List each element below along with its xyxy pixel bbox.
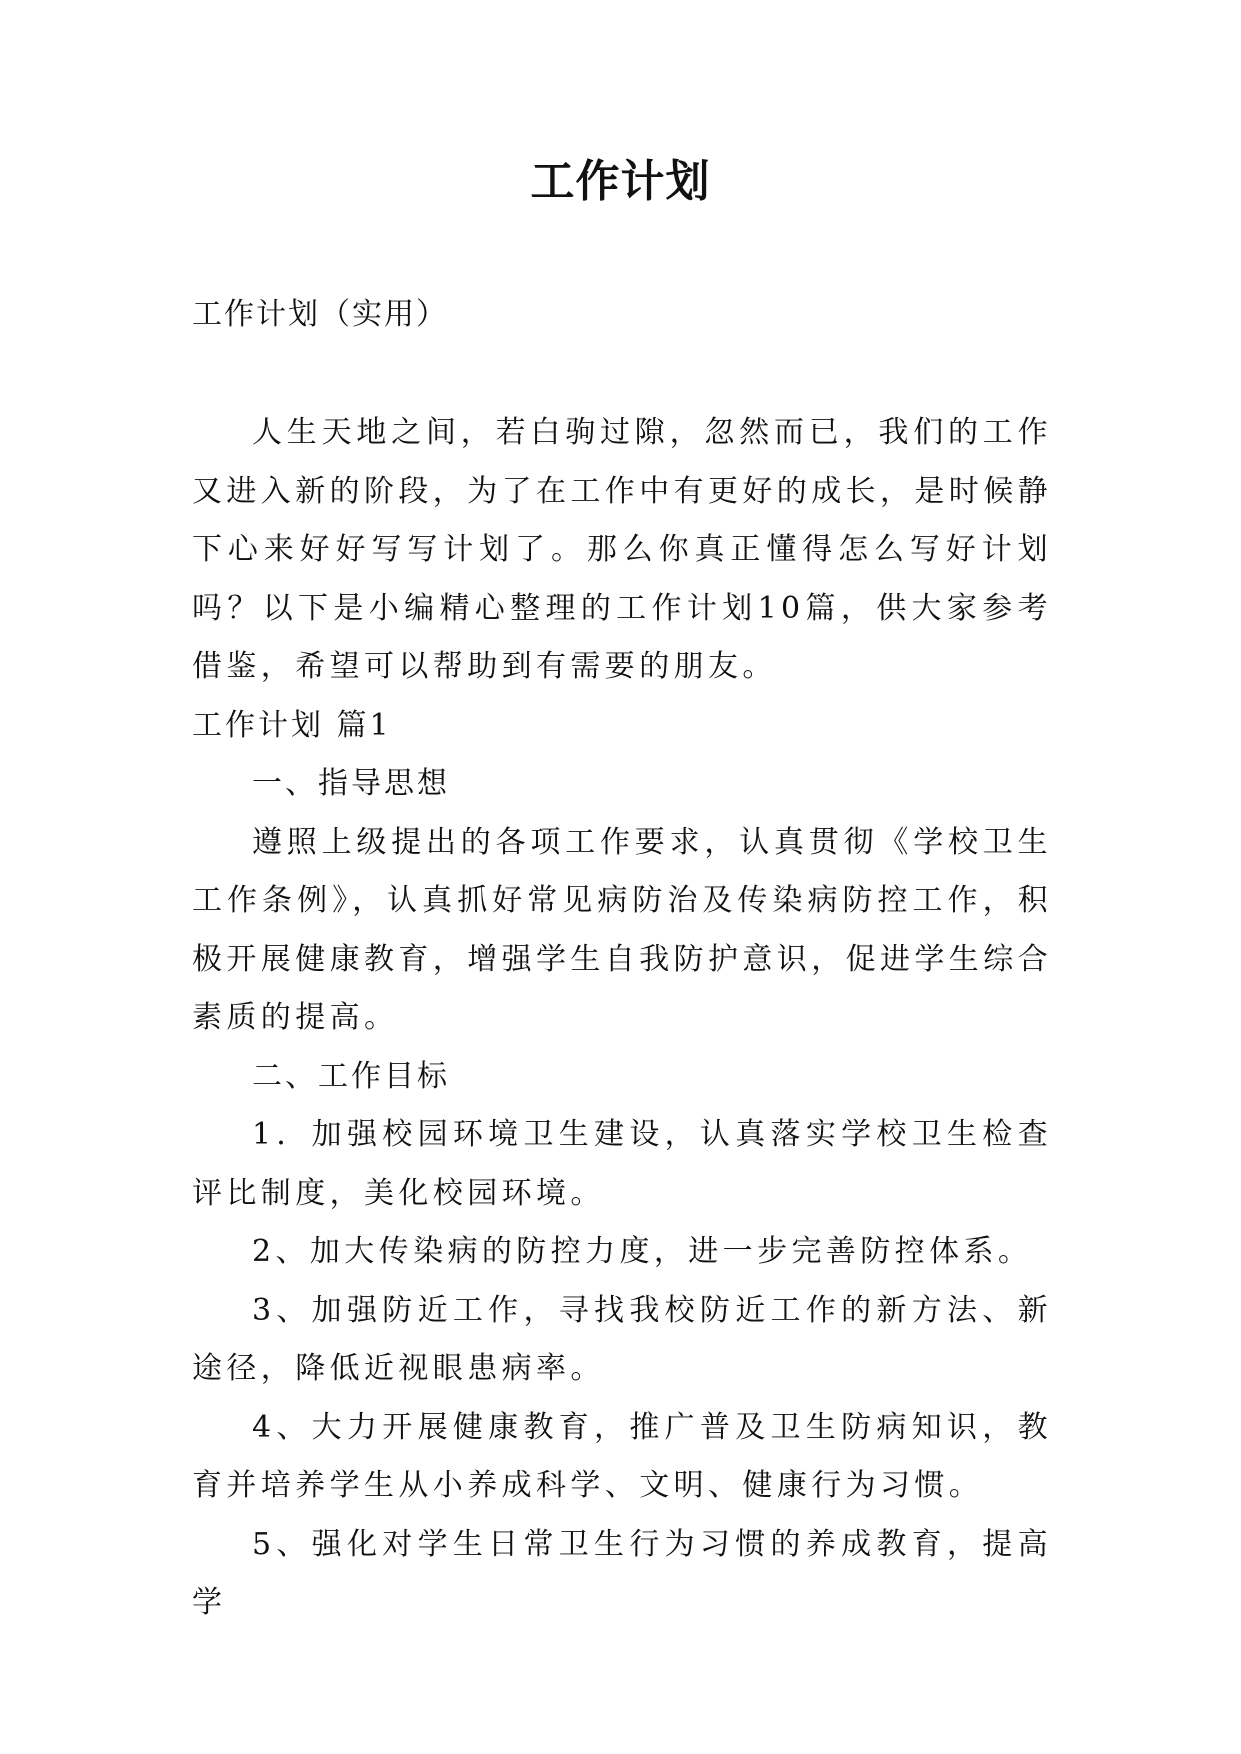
document-subtitle: 工作计划（实用） bbox=[192, 297, 448, 332]
goal-item-4: 4、大力开展健康教育，推广普及卫生防病知识，教育并培养学生从小养成科学、文明、健康行为习惯。 bbox=[192, 1409, 1052, 1503]
goal-item-3: 3、加强防近工作，寻找我校防近工作的新方法、新途径，降低近视眼患病率。 bbox=[192, 1292, 1052, 1386]
subheading-work-goals: 二、工作目标 bbox=[252, 1058, 450, 1094]
subheading-guiding-ideology: 一、指导思想 bbox=[252, 766, 450, 801]
section-heading-part-1: 工作计划 篇1 bbox=[192, 707, 392, 743]
document-title: 工作计划 bbox=[530, 156, 711, 207]
goal-item-5: 5、强化对学生日常卫生行为习惯的养成教育，提高学 bbox=[192, 1526, 1052, 1620]
paragraph-guiding-ideology: 遵照上级提出的各项工作要求，认真贯彻《学校卫生工作条例》，认真抓好常见病防治及传染病防控工作，积极开展健康教育，增强学生自我防护意识，促进学生综合素质的提高。 bbox=[192, 824, 1052, 1035]
intro-paragraph: 人生天地之间，若白驹过隙，忽然而已，我们的工作又进入新的阶段，为了在工作中有更好的成长，是时候静下心来好好写写计划了。那么你真正懂得怎么写好计划吗？以下是小编精心整理的工作计划10篇，供大家参考借鉴，希望可以帮助到有需要的朋友。 bbox=[192, 415, 1052, 684]
goal-item-1: 1．加强校园环境卫生建设，认真落实学校卫生检查评比制度，美化校园环境。 bbox=[192, 1117, 1052, 1211]
goal-item-2: 2、加大传染病的防控力度，进一步完善防控体系。 bbox=[252, 1234, 1033, 1269]
document-body bbox=[192, 404, 1052, 1633]
